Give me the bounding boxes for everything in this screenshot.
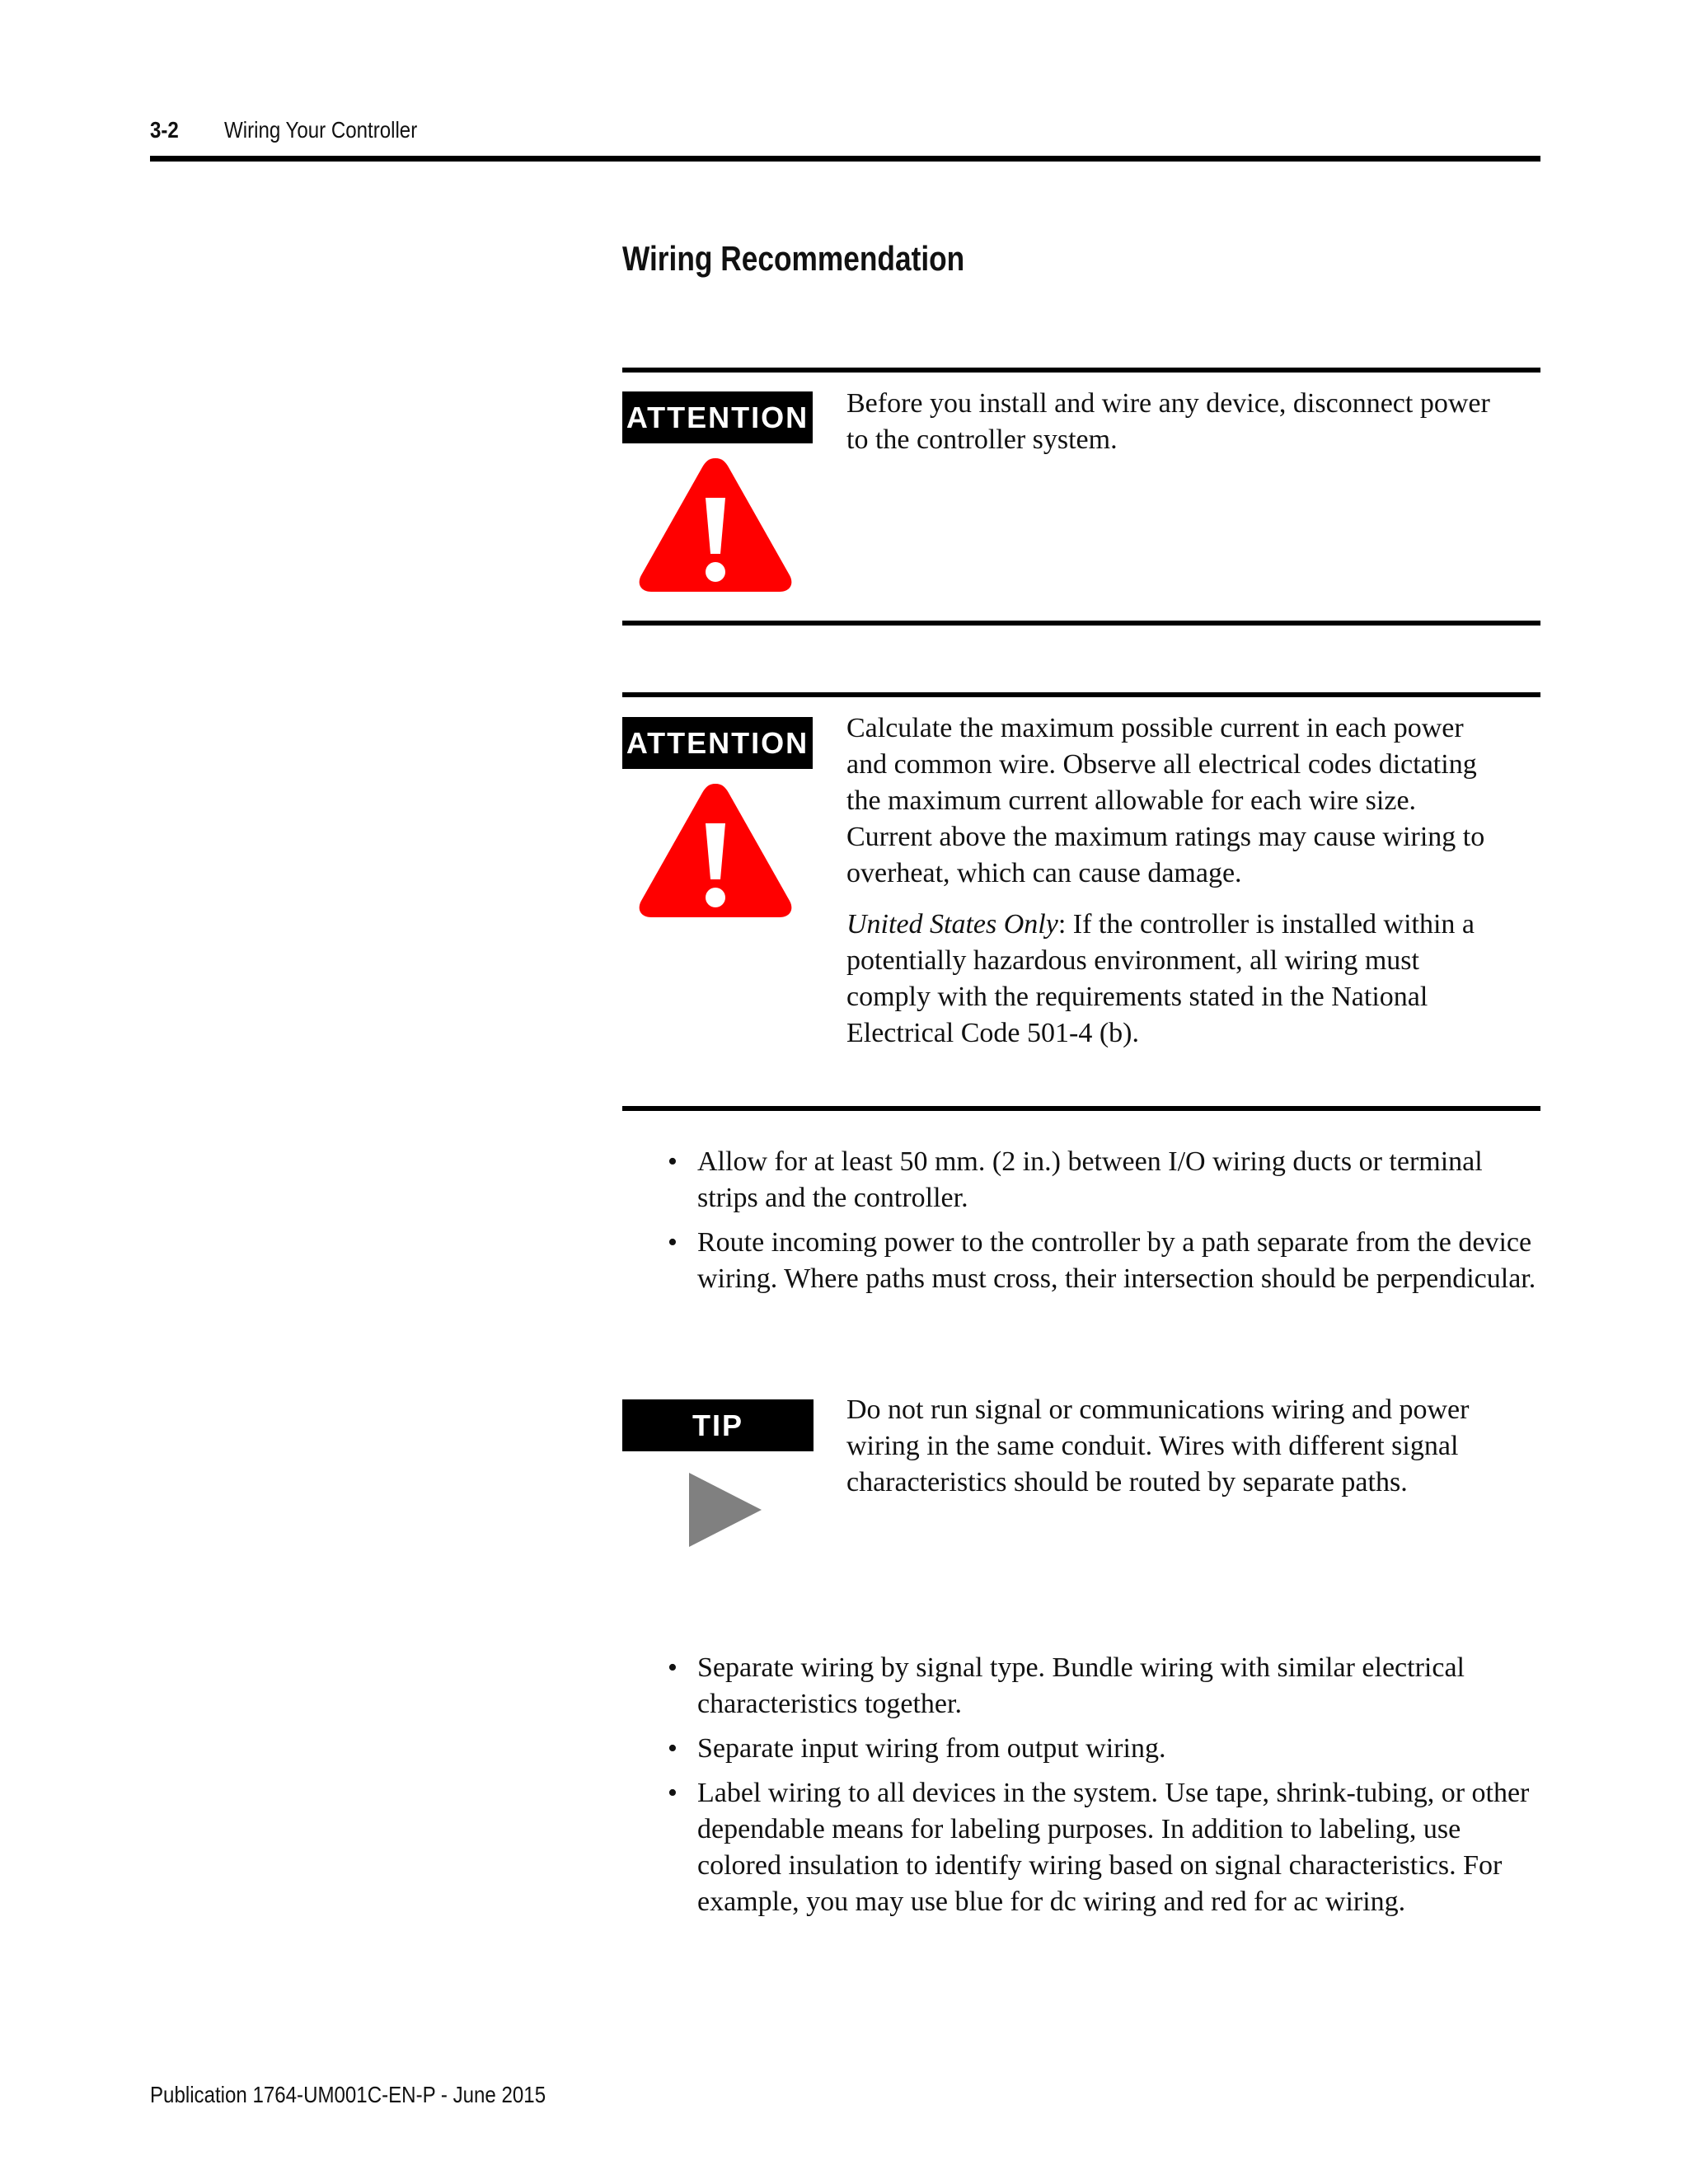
play-arrow-icon [684, 1471, 767, 1549]
list-item-text: Allow for at least 50 mm. (2 in.) between I/O wiring ducts or terminal strips and the controller. [697, 1146, 1483, 1213]
tip-label: TIP [622, 1399, 814, 1451]
list-item [668, 1144, 1545, 1216]
bullet-list [668, 1650, 1545, 1929]
list-item [668, 1731, 1545, 1767]
warning-triangle-icon [635, 452, 796, 597]
list-item [668, 1225, 1545, 1297]
notice-paragraph: Calculate the maximum possible current in each power and common wire. Observe all electrical codes dictating the maximum current allowable for each wire size. Current above the maximum ratings may cause wiring to overheat, which can cause damage. [846, 713, 1485, 888]
bullet-symbol: • [668, 1146, 678, 1177]
attention-label: ATTENTION [622, 391, 813, 443]
list-item-text: Label wiring to all devices in the system. Use tape, shrink-tubing, or other dependable means for labeling purposes. In addition to labeling, use colored insulation to identify wiring based on signal characteristics. For example, you may use blue for dc wiring and red for ac wiring. [697, 1778, 1530, 1917]
list-item-text: Route incoming power to the controller by a path separate from the device wiring. Where paths must cross, their intersection should be perpendicular. [697, 1227, 1536, 1294]
us-only-paragraph [846, 907, 1506, 1052]
list-item [668, 1775, 1545, 1920]
bullet-list [668, 1144, 1545, 1305]
list-item-text: Separate wiring by signal type. Bundle wiring with similar electrical characteristics together. [697, 1652, 1465, 1719]
list-item-text: Separate input wiring from output wiring. [697, 1733, 1166, 1764]
notice-bottom-rule [622, 621, 1540, 626]
notice-text [846, 710, 1506, 1052]
footer-publication: Publication 1764-UM001C-EN-P - June 2015 [150, 2082, 546, 2107]
notice-bottom-rule [622, 1106, 1540, 1111]
bullet-symbol: • [668, 1652, 678, 1683]
bullet-symbol: • [668, 1778, 678, 1808]
notice-text [846, 386, 1506, 458]
tip-text [846, 1392, 1506, 1501]
attention-label: ATTENTION [622, 717, 813, 769]
bullet-symbol: • [668, 1227, 678, 1258]
notice-top-rule [622, 368, 1540, 373]
page-number: 3-2 [150, 117, 179, 143]
us-only-label: United States Only [846, 909, 1058, 940]
us-only-text: : If the controller is installed within a potentially hazardous environment, all wiring must comply with the requirements stated in the National Electrical Code 501-4 (b). [846, 909, 1475, 1048]
notice-top-rule [622, 692, 1540, 697]
running-head: Wiring Your Controller [224, 117, 418, 143]
notice-paragraph: Before you install and wire any device, disconnect power to the controller system. [846, 388, 1490, 455]
warning-triangle-icon [635, 777, 796, 922]
tip-paragraph: Do not run signal or communications wiring and power wiring in the same conduit. Wires with different signal characteristics should be routed by separate paths. [846, 1394, 1470, 1497]
list-item [668, 1650, 1545, 1722]
section-title: Wiring Recommendation [622, 239, 965, 278]
header-rule [150, 156, 1540, 162]
bullet-symbol: • [668, 1733, 678, 1764]
